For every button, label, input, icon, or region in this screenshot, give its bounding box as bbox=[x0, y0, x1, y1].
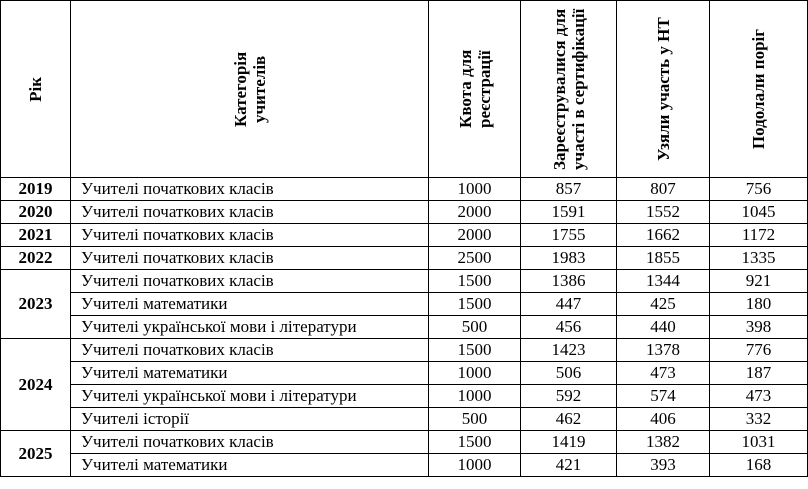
participated-cell: 1855 bbox=[617, 247, 710, 270]
year-cell: 2021 bbox=[1, 224, 71, 247]
year-cell: 2024 bbox=[1, 339, 71, 431]
category-cell: Учителі математики bbox=[71, 362, 429, 385]
category-cell: Учителі початкових класів bbox=[71, 339, 429, 362]
quota-cell: 1000 bbox=[429, 178, 521, 201]
table-row bbox=[1, 454, 808, 477]
header-registered: Зареєструвалися для участі в сертифікації bbox=[521, 1, 617, 178]
registered-cell: 592 bbox=[521, 385, 617, 408]
registered-cell: 456 bbox=[521, 316, 617, 339]
quota-cell: 2500 bbox=[429, 247, 521, 270]
table-row bbox=[1, 339, 808, 362]
header-passed: Подолали поріг bbox=[710, 1, 808, 178]
participated-cell: 807 bbox=[617, 178, 710, 201]
quota-cell: 1500 bbox=[429, 270, 521, 293]
category-cell: Учителі української мови і літератури bbox=[71, 385, 429, 408]
participated-cell: 1378 bbox=[617, 339, 710, 362]
table-header bbox=[1, 1, 808, 178]
participated-cell: 425 bbox=[617, 293, 710, 316]
participated-cell: 1552 bbox=[617, 201, 710, 224]
registered-cell: 1983 bbox=[521, 247, 617, 270]
registered-cell: 506 bbox=[521, 362, 617, 385]
quota-cell: 500 bbox=[429, 408, 521, 431]
participated-cell: 1344 bbox=[617, 270, 710, 293]
year-cell: 2020 bbox=[1, 201, 71, 224]
category-cell: Учителі початкових класів bbox=[71, 178, 429, 201]
passed-cell: 756 bbox=[710, 178, 808, 201]
passed-cell: 180 bbox=[710, 293, 808, 316]
table-row bbox=[1, 431, 808, 454]
registered-cell: 1755 bbox=[521, 224, 617, 247]
registered-cell: 447 bbox=[521, 293, 617, 316]
table-row bbox=[1, 270, 808, 293]
quota-cell: 1500 bbox=[429, 339, 521, 362]
quota-cell: 500 bbox=[429, 316, 521, 339]
participated-cell: 406 bbox=[617, 408, 710, 431]
registered-cell: 1591 bbox=[521, 201, 617, 224]
header-category: Категорія учителів bbox=[71, 1, 429, 178]
header-year: Рік bbox=[1, 1, 71, 178]
passed-cell: 1335 bbox=[710, 247, 808, 270]
category-cell: Учителі початкових класів bbox=[71, 431, 429, 454]
quota-cell: 2000 bbox=[429, 224, 521, 247]
passed-cell: 1172 bbox=[710, 224, 808, 247]
quota-cell: 2000 bbox=[429, 201, 521, 224]
passed-cell: 921 bbox=[710, 270, 808, 293]
category-cell: Учителі початкових класів bbox=[71, 247, 429, 270]
category-cell: Учителі української мови і літератури bbox=[71, 316, 429, 339]
table-row bbox=[1, 408, 808, 431]
table-row bbox=[1, 224, 808, 247]
table-row bbox=[1, 247, 808, 270]
year-cell: 2022 bbox=[1, 247, 71, 270]
header-quota: Квота для реєстрації bbox=[429, 1, 521, 178]
year-cell: 2025 bbox=[1, 431, 71, 477]
quota-cell: 1500 bbox=[429, 293, 521, 316]
category-cell: Учителі математики bbox=[71, 454, 429, 477]
category-cell: Учителі історії bbox=[71, 408, 429, 431]
registered-cell: 421 bbox=[521, 454, 617, 477]
participated-cell: 440 bbox=[617, 316, 710, 339]
year-cell: 2019 bbox=[1, 178, 71, 201]
table-row bbox=[1, 293, 808, 316]
table-row bbox=[1, 362, 808, 385]
table-row bbox=[1, 178, 808, 201]
passed-cell: 332 bbox=[710, 408, 808, 431]
category-cell: Учителі початкових класів bbox=[71, 224, 429, 247]
table-body bbox=[1, 178, 808, 477]
quota-cell: 1000 bbox=[429, 385, 521, 408]
passed-cell: 398 bbox=[710, 316, 808, 339]
registered-cell: 857 bbox=[521, 178, 617, 201]
registered-cell: 462 bbox=[521, 408, 617, 431]
passed-cell: 776 bbox=[710, 339, 808, 362]
participated-cell: 393 bbox=[617, 454, 710, 477]
table-row bbox=[1, 201, 808, 224]
table-row bbox=[1, 385, 808, 408]
passed-cell: 473 bbox=[710, 385, 808, 408]
registered-cell: 1423 bbox=[521, 339, 617, 362]
participated-cell: 574 bbox=[617, 385, 710, 408]
category-cell: Учителі математики bbox=[71, 293, 429, 316]
participated-cell: 1662 bbox=[617, 224, 710, 247]
registered-cell: 1419 bbox=[521, 431, 617, 454]
quota-cell: 1000 bbox=[429, 362, 521, 385]
registered-cell: 1386 bbox=[521, 270, 617, 293]
year-cell: 2023 bbox=[1, 270, 71, 339]
passed-cell: 1045 bbox=[710, 201, 808, 224]
passed-cell: 168 bbox=[710, 454, 808, 477]
table-row bbox=[1, 316, 808, 339]
category-cell: Учителі початкових класів bbox=[71, 201, 429, 224]
passed-cell: 187 bbox=[710, 362, 808, 385]
quota-cell: 1000 bbox=[429, 454, 521, 477]
participated-cell: 1382 bbox=[617, 431, 710, 454]
participated-cell: 473 bbox=[617, 362, 710, 385]
header-participated: Узяли участь у НТ bbox=[617, 1, 710, 178]
quota-cell: 1500 bbox=[429, 431, 521, 454]
category-cell: Учителі початкових класів bbox=[71, 270, 429, 293]
passed-cell: 1031 bbox=[710, 431, 808, 454]
